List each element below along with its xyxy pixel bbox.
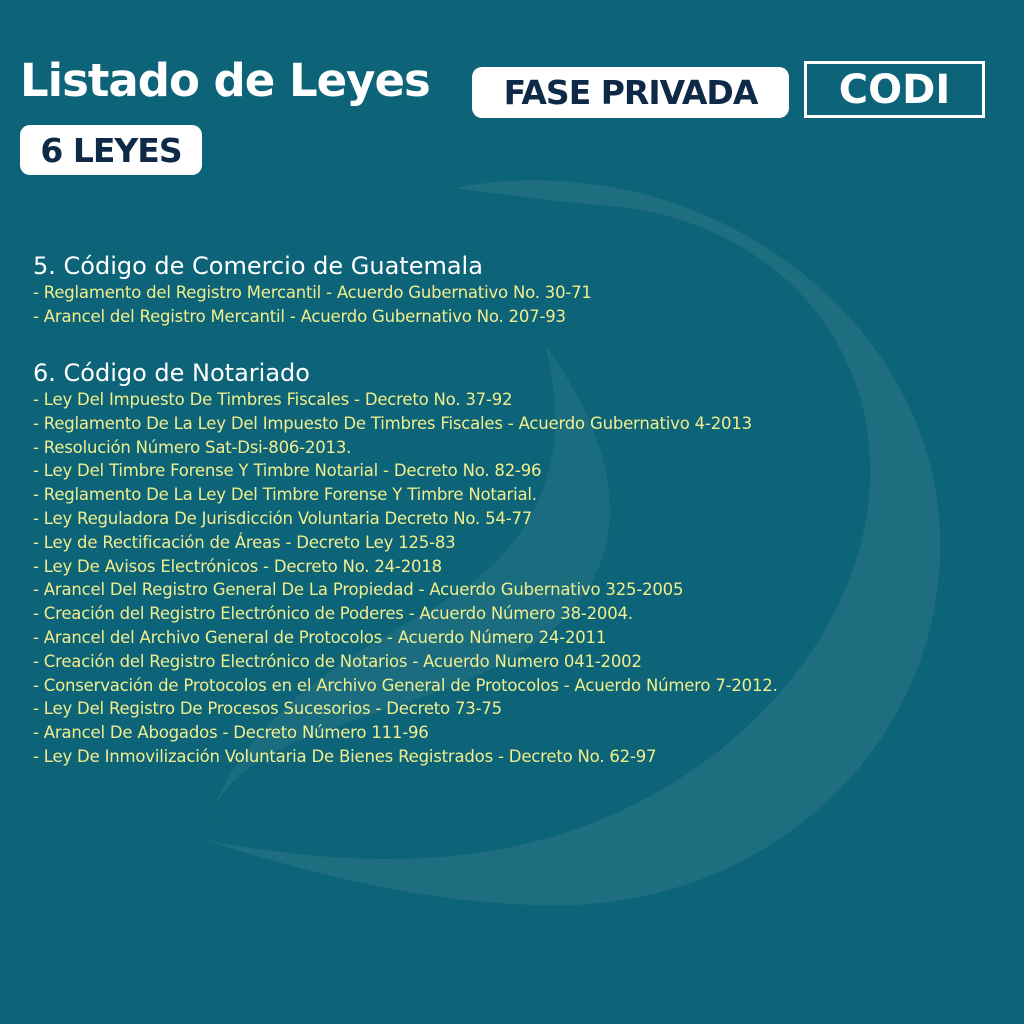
section-codigo-comercio bbox=[33, 252, 993, 329]
page-title: Listado de Leyes bbox=[20, 54, 430, 107]
list-item: - Conservación de Protocolos en el Archivo General de Protocolos - Acuerdo Número 7-2012. bbox=[33, 675, 778, 695]
section-codigo-notariado bbox=[33, 359, 993, 769]
codi-brand-badge: CODI bbox=[804, 61, 985, 118]
list-item: - Creación del Registro Electrónico de Poderes - Acuerdo Número 38-2004. bbox=[33, 604, 633, 624]
list-item: - Ley De Avisos Electrónicos - Decreto No. 24-2018 bbox=[33, 556, 442, 576]
law-list bbox=[33, 388, 993, 769]
list-item: - Arancel De Abogados - Decreto Número 111-96 bbox=[33, 723, 429, 743]
list-item: - Ley Reguladora De Jurisdicción Voluntaria Decreto No. 54-77 bbox=[33, 508, 533, 528]
list-item: - Ley Del Impuesto De Timbres Fiscales - Decreto No. 37-92 bbox=[33, 390, 513, 409]
section-title: 5. Código de Comercio de Guatemala bbox=[33, 252, 483, 280]
list-item: - Reglamento De La Ley Del Impuesto De Timbres Fiscales - Acuerdo Gubernativo 4-2013 bbox=[33, 413, 752, 433]
section-title: 6. Código de Notariado bbox=[33, 359, 310, 387]
list-item: - Ley de Rectificación de Áreas - Decreto Ley 125-83 bbox=[33, 532, 456, 552]
list-item: - Arancel Del Registro General De La Propiedad - Acuerdo Gubernativo 325-2005 bbox=[33, 580, 684, 600]
list-item: - Arancel del Archivo General de Protocolos - Acuerdo Número 24-2011 bbox=[33, 627, 607, 647]
law-count-badge: 6 LEYES bbox=[20, 125, 202, 175]
list-item: - Reglamento De La Ley Del Timbre Forense Y Timbre Notarial. bbox=[33, 485, 537, 505]
list-item: - Resolución Número Sat-Dsi-806-2013. bbox=[33, 437, 352, 457]
law-list bbox=[33, 281, 993, 329]
list-item: - Reglamento del Registro Mercantil - Acuerdo Gubernativo No. 30-71 bbox=[33, 283, 592, 302]
list-item: - Ley De Inmovilización Voluntaria De Bienes Registrados - Decreto No. 62-97 bbox=[33, 746, 657, 766]
list-item: - Ley Del Registro De Procesos Sucesorios - Decreto 73-75 bbox=[33, 699, 502, 719]
phase-badge: FASE PRIVADA bbox=[472, 67, 789, 118]
list-item: - Ley Del Timbre Forense Y Timbre Notarial - Decreto No. 82-96 bbox=[33, 461, 542, 481]
list-item: - Creación del Registro Electrónico de Notarios - Acuerdo Numero 041-2002 bbox=[33, 651, 642, 671]
list-item: - Arancel del Registro Mercantil - Acuerdo Gubernativo No. 207-93 bbox=[33, 306, 566, 326]
